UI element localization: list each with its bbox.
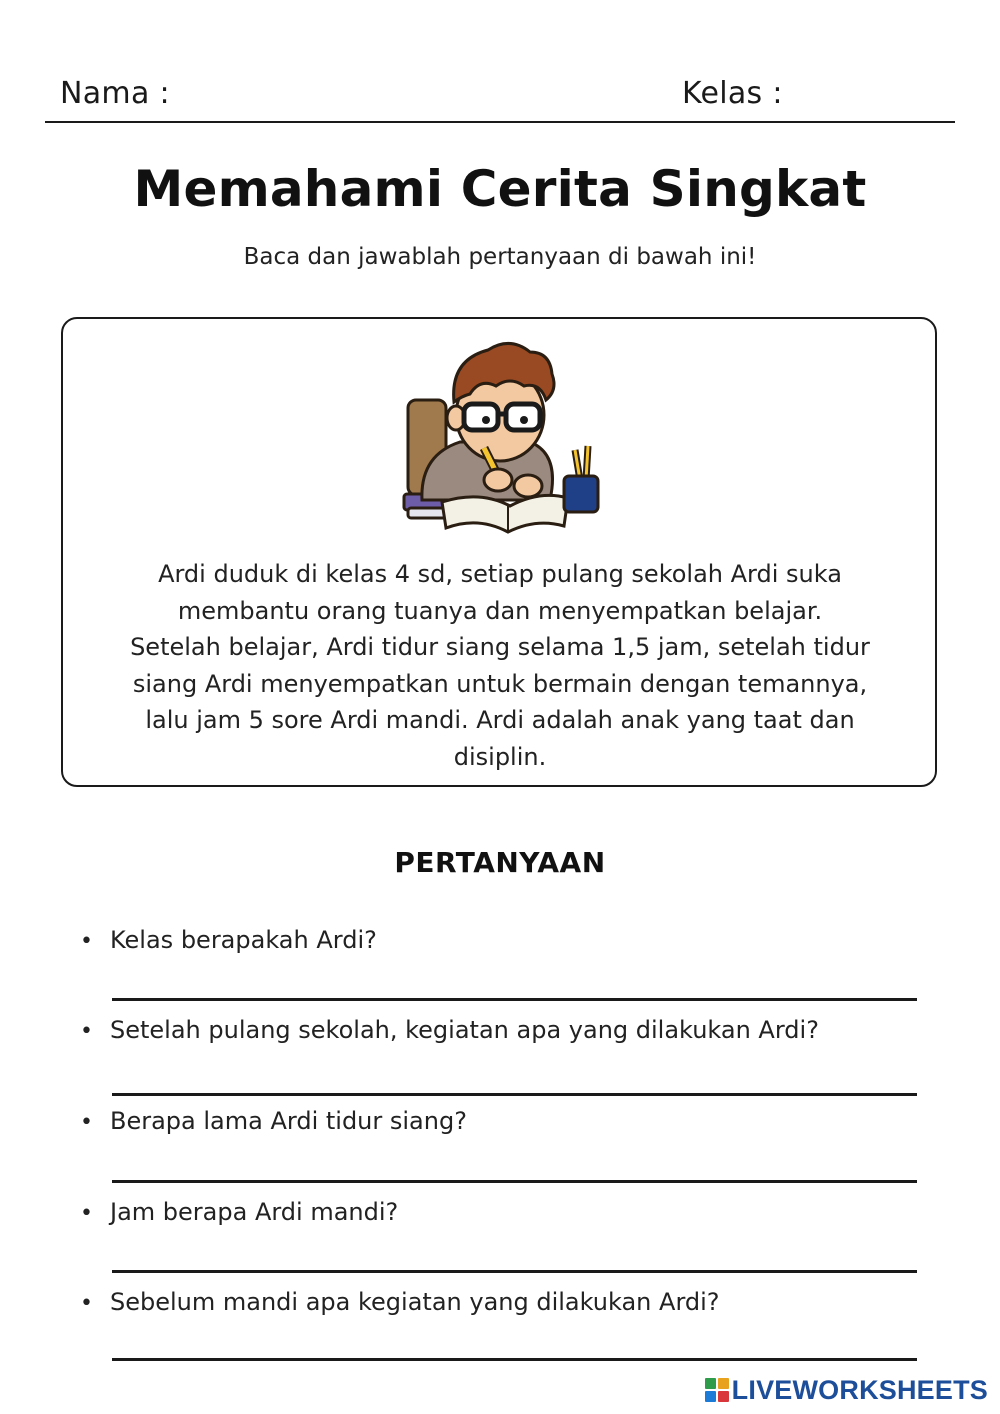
page-title: Memahami Cerita Singkat [133, 160, 867, 218]
instruction-text: Baca dan jawablah pertanyaan di bawah ini! [243, 244, 757, 270]
bullet-icon: • [80, 1201, 93, 1226]
question-text: Kelas berapakah Ardi? [110, 926, 377, 954]
answer-line-2[interactable] [112, 1093, 917, 1096]
question-4 [80, 1198, 398, 1226]
answer-line-5[interactable] [112, 1358, 917, 1361]
question-1 [80, 926, 377, 954]
bullet-icon: • [80, 929, 93, 954]
liveworksheets-watermark[interactable] [705, 1374, 988, 1406]
story-paragraph [78, 556, 922, 775]
story-line: membantu orang tuanya dan menyempatkan belajar. [177, 596, 823, 625]
story-line: lalu jam 5 sore Ardi mandi. Ardi adalah anak yang taat dan [145, 706, 855, 734]
questions-heading: PERTANYAAN [394, 846, 606, 879]
question-2 [80, 1016, 819, 1044]
question-5 [80, 1288, 720, 1316]
student-studying-illustration [400, 330, 605, 540]
bullet-icon: • [80, 1110, 93, 1135]
bullet-icon: • [80, 1291, 93, 1316]
class-label: Kelas : [682, 76, 783, 111]
answer-line-4[interactable] [112, 1270, 917, 1273]
answer-line-1[interactable] [112, 998, 917, 1001]
question-text: Setelah pulang sekolah, kegiatan apa yang dilakukan Ardi? [110, 1016, 819, 1044]
question-text: Sebelum mandi apa kegiatan yang dilakukan Ardi? [110, 1288, 720, 1316]
answer-line-3[interactable] [112, 1180, 917, 1183]
story-line: Setelah belajar, Ardi tidur siang selama 1,5 jam, setelah tidur [130, 633, 870, 661]
story-line: Ardi duduk di kelas 4 sd, setiap pulang sekolah Ardi suka [158, 560, 842, 588]
header-divider [45, 121, 955, 123]
story-line: disiplin. [453, 742, 547, 771]
question-text: Berapa lama Ardi tidur siang? [110, 1107, 467, 1135]
question-text: Jam berapa Ardi mandi? [110, 1198, 399, 1226]
liveworksheets-logo-icon [705, 1378, 729, 1402]
story-line: siang Ardi menyempatkan untuk bermain dengan temannya, [132, 669, 868, 698]
watermark-text: LIVEWORKSHEETS [731, 1374, 988, 1405]
bullet-icon: • [80, 1019, 93, 1044]
name-label: Nama : [60, 76, 170, 111]
question-3 [80, 1107, 467, 1135]
